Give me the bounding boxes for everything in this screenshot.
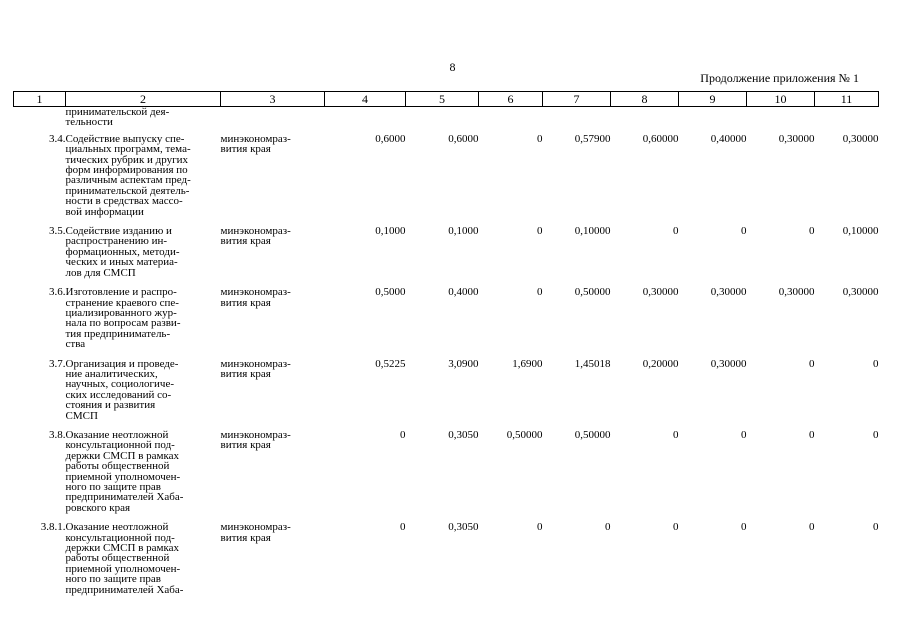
value-cell: 0 — [400, 521, 406, 534]
value-cell: 0 — [809, 521, 815, 534]
value-cell: 0,5225 — [375, 357, 406, 370]
item-name-line: тельности — [65, 116, 113, 129]
item-name-line: держки СМСП в рамках — [65, 542, 180, 555]
value-cell: 0 — [741, 428, 747, 441]
item-name — [66, 359, 221, 430]
value-cell: 0,30000 — [642, 286, 679, 299]
value-cell: 0 — [873, 428, 879, 441]
item-name-line: ства — [65, 338, 86, 351]
column-header: 7 — [543, 92, 611, 107]
value-cell: 0,30000 — [842, 286, 879, 299]
item-number: 3.8.1. — [40, 521, 66, 534]
table-row — [14, 226, 879, 287]
item-name-line: стояния и развития — [65, 399, 156, 412]
column-header: 3 — [221, 92, 325, 107]
executor-line: вития края — [220, 531, 271, 544]
value-cell: 0,30000 — [842, 132, 879, 145]
executor-line: вития края — [220, 367, 271, 380]
item-name-line: лов для СМСП — [65, 266, 136, 279]
value-cell: 0 — [873, 357, 879, 370]
executor-line: вития края — [220, 296, 271, 309]
item-name — [66, 107, 221, 134]
value-cell: 0,6000 — [448, 132, 479, 145]
header-row — [14, 92, 879, 107]
value-cell: 0 — [873, 521, 879, 534]
item-number: 3.4. — [49, 132, 66, 145]
item-name-line: Содействие выпуску спе- — [65, 132, 185, 145]
table-row — [14, 522, 879, 604]
item-number: 3.8. — [49, 428, 66, 441]
item-number: 3.7. — [49, 357, 66, 370]
value-cell: 0,1000 — [375, 225, 406, 238]
executor-line: минэкономраз- — [220, 132, 291, 145]
value-cell: 0,30000 — [778, 132, 815, 145]
item-name-line: Оказание неотложной — [65, 521, 169, 534]
executor-line: минэкономраз- — [220, 286, 291, 299]
item-name-line: научных, социологиче- — [65, 378, 174, 391]
item-name-line: Изготовление и распро- — [65, 286, 177, 299]
column-header: 1 — [14, 92, 66, 107]
column-header: 9 — [679, 92, 747, 107]
value-cell: 0,10000 — [842, 225, 879, 238]
column-header: 4 — [325, 92, 406, 107]
responsible-executor — [221, 226, 325, 287]
column-header: 2 — [66, 92, 221, 107]
item-name — [66, 430, 221, 522]
item-name-line: ческих и иных материа- — [65, 256, 178, 269]
item-name-line: различным аспектам пред- — [65, 174, 191, 187]
item-name-line: Содействие изданию и — [65, 225, 172, 238]
column-header: 8 — [611, 92, 679, 107]
value-cell: 0 — [673, 521, 679, 534]
executor-line: вития края — [220, 439, 271, 452]
value-cell: 1,45018 — [574, 357, 611, 370]
value-cell: 0 — [400, 428, 406, 441]
executor-line: минэкономраз- — [220, 225, 291, 238]
item-name-line: Организация и проведе- — [65, 357, 179, 370]
continuation-label: Продолжение приложения № 1 — [700, 71, 859, 85]
item-name-line: странение краевого спе- — [65, 296, 179, 309]
value-cell: 0,30000 — [778, 286, 815, 299]
responsible-executor — [221, 287, 325, 358]
item-name-line: ного по защите прав — [65, 481, 161, 493]
item-name-line: работы общественной — [65, 552, 170, 565]
item-name-line: ских исследований со- — [65, 388, 172, 401]
value-cell: 0 — [673, 225, 679, 238]
item-name-line: приемной уполномочен- — [65, 470, 181, 483]
item-name-line: предпринимателей Хаба- — [65, 583, 184, 596]
item-name — [66, 287, 221, 358]
item-name-line: СМСП — [65, 409, 98, 422]
column-header: 6 — [479, 92, 543, 107]
page-number: 8 — [449, 60, 456, 74]
executor-line: минэкономраз- — [220, 521, 291, 534]
value-cell: 0,60000 — [642, 132, 679, 145]
continued-row-fragment — [14, 107, 879, 134]
value-cell: 0,20000 — [642, 357, 679, 370]
item-name — [66, 226, 221, 287]
value-cell: 0,3050 — [448, 521, 479, 534]
value-cell: 0,4000 — [448, 286, 479, 299]
executor-line: минэкономраз- — [220, 357, 291, 370]
item-name-line: распространению ин- — [65, 235, 168, 248]
value-cell: 0 — [537, 521, 543, 534]
item-name-line: тия предприниматель- — [65, 327, 171, 340]
table-row — [14, 287, 879, 358]
column-header: 10 — [747, 92, 815, 107]
item-name-line: консультационной под- — [65, 531, 175, 544]
item-name-line: принимательской деятель- — [65, 184, 190, 197]
item-name-line: предпринимателей Хаба- — [65, 491, 184, 504]
item-name-line: циализированного жур- — [65, 306, 177, 319]
item-name-line: принимательской дея- — [65, 106, 170, 118]
value-cell: 0 — [741, 521, 747, 534]
responsible-executor — [221, 359, 325, 430]
value-cell: 0 — [809, 225, 815, 238]
value-cell: 0 — [741, 225, 747, 238]
value-cell: 0 — [673, 428, 679, 441]
value-cell: 0,30000 — [710, 357, 747, 370]
item-name-line: нала по вопросам разви- — [65, 317, 181, 330]
item-name-line: ности в средствах массо- — [65, 195, 183, 208]
column-header: 5 — [406, 92, 479, 107]
item-name-line: держки СМСП в рамках — [65, 449, 180, 462]
value-cell: 0,10000 — [574, 225, 611, 238]
item-name-line: циальных программ, тема- — [65, 143, 191, 156]
value-cell: 0 — [537, 132, 543, 145]
item-name-line: вой информации — [65, 205, 144, 218]
item-name-line: консультационной под- — [65, 439, 175, 452]
data-table — [13, 91, 879, 604]
value-cell: 0,3050 — [448, 428, 479, 441]
responsible-executor — [221, 134, 325, 226]
table-row — [14, 430, 879, 522]
item-name-line: работы общественной — [65, 460, 170, 473]
column-header: 11 — [815, 92, 879, 107]
item-name-line: тических рубрик и других — [65, 153, 189, 166]
item-name-line: приемной уполномочен- — [65, 562, 181, 575]
value-cell: 0 — [537, 225, 543, 238]
value-cell: 0,50000 — [574, 428, 611, 441]
item-name-line: ние аналитических, — [65, 367, 158, 380]
item-name-line: ного по защите прав — [65, 573, 161, 586]
item-number: 3.5. — [49, 225, 66, 238]
table-row — [14, 359, 879, 430]
value-cell: 0,50000 — [574, 286, 611, 299]
value-cell: 3,0900 — [448, 357, 479, 370]
executor-line: вития края — [220, 143, 271, 156]
item-name — [66, 522, 221, 604]
value-cell: 0 — [537, 286, 543, 299]
item-name-line: форм информирования по — [65, 164, 188, 177]
responsible-executor — [221, 522, 325, 604]
value-cell: 0 — [809, 357, 815, 370]
executor-line: вития края — [220, 235, 271, 248]
value-cell: 0,40000 — [710, 132, 747, 145]
value-cell: 0,57900 — [574, 132, 611, 145]
value-cell: 0,30000 — [710, 286, 747, 299]
value-cell: 0,50000 — [506, 428, 543, 441]
item-number: 3.6. — [49, 286, 66, 299]
executor-line: минэкономраз- — [220, 428, 291, 441]
responsible-executor — [221, 430, 325, 522]
value-cell: 0,6000 — [375, 132, 406, 145]
value-cell: 1,6900 — [512, 357, 543, 370]
value-cell: 0 — [809, 428, 815, 441]
item-name-line: ровского края — [65, 501, 131, 514]
item-name-line: формационных, методи- — [65, 245, 180, 258]
table-row — [14, 134, 879, 226]
value-cell: 0,1000 — [448, 225, 479, 238]
value-cell: 0,5000 — [375, 286, 406, 299]
value-cell: 0 — [605, 521, 611, 534]
item-name — [66, 134, 221, 226]
item-name-line: Оказание неотложной — [65, 428, 169, 441]
